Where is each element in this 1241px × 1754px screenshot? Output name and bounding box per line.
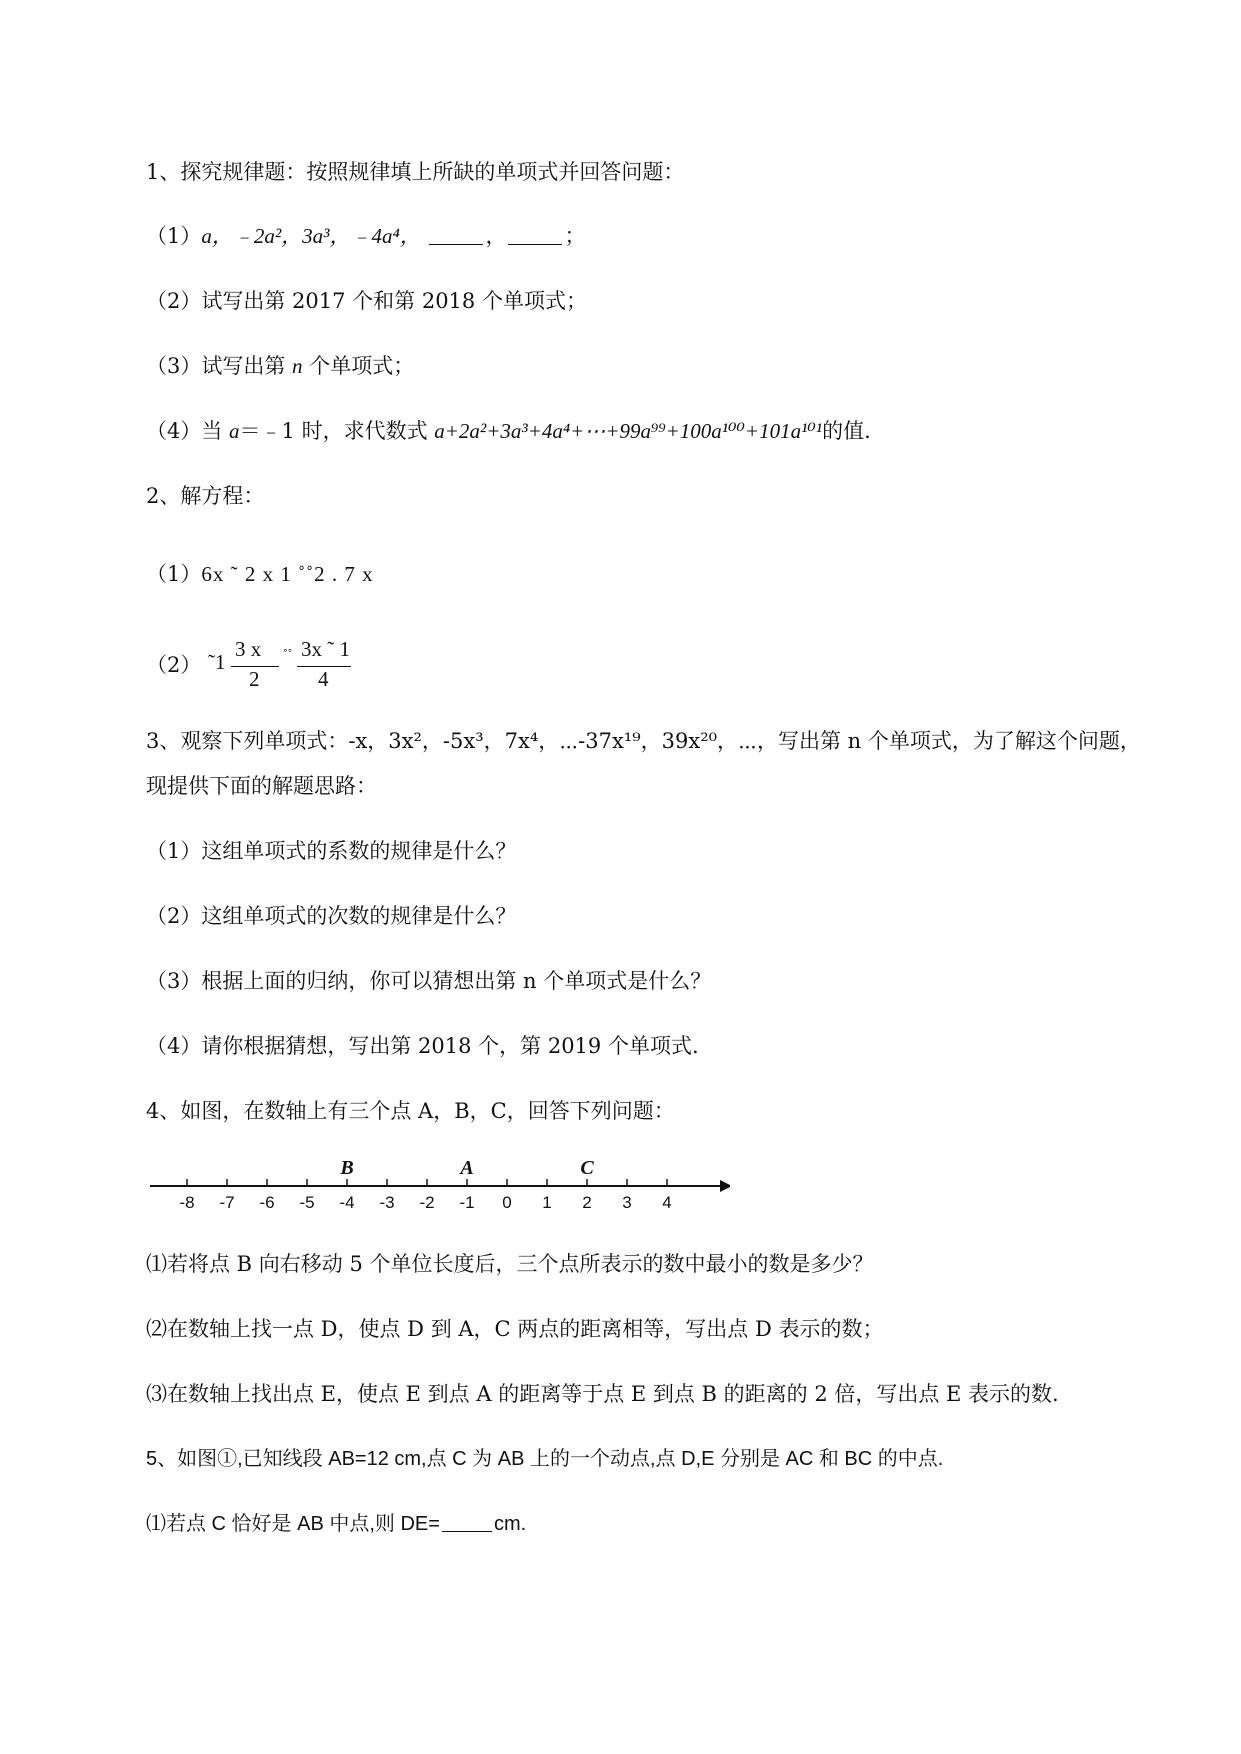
q1-title: 1、探究规律题：按照规律填上所缺的单项式并回答问题： [146, 160, 685, 184]
q1-part4-var: a [229, 419, 240, 443]
q2-part1-expr: 6x ˜ 2 x 1 ˚˚2 . 7 x [201, 562, 374, 586]
number-line-point-a: A [460, 1157, 474, 1179]
number-line-tick-label: 2 [582, 1193, 592, 1212]
q4-part2: ⑵在数轴上找一点 D，使点 D 到 A，C 两点的距离相等，写出点 D 表示的数； [146, 1317, 884, 1341]
number-line-point-b: B [340, 1157, 354, 1179]
number-line-tick-label: -6 [259, 1193, 275, 1212]
number-line-tick-label: -3 [379, 1193, 395, 1212]
number-line-tick-label: 3 [622, 1193, 632, 1212]
q4-title: 4、如图，在数轴上有三个点 A，B，C，回答下列问题： [146, 1099, 675, 1123]
q2-part2-lead: ˜1 [208, 650, 226, 674]
q1-part1: （1）a，﹣2a²，3a³，﹣4a⁴， ， ； [146, 224, 586, 248]
q2-part2-prefix: （2） [146, 653, 202, 677]
q3-line1: 3、观察下列单项式：-x，3x²，-5x³，7x⁴，⋯-37x¹⁹，39x²⁰，⋯，写出第 n 个单项式，为了解这个问题， [146, 729, 1141, 753]
q1-part4-text-a: （4）当 [146, 419, 230, 443]
q1-part1-terms: a，﹣2a²，3a³，﹣4a⁴， [201, 224, 421, 248]
q2-part1-prefix: （1） [146, 562, 202, 586]
q1-blank-2[interactable] [508, 224, 562, 245]
q3-part1: （1）这组单项式的系数的规律是什么？ [146, 839, 517, 863]
q1-part4-text-c: 的值. [822, 419, 871, 443]
q1-part2: （2）试写出第 2017 个和第 2018 个单项式； [146, 289, 587, 313]
number-line-tick-label: -7 [219, 1193, 235, 1212]
q1-part3-n: n [292, 354, 303, 378]
q2-part2 [146, 651, 201, 679]
number-line-tick-label: 4 [662, 1193, 672, 1212]
q5-part1 [146, 1510, 526, 1538]
q4-part3: ⑶在数轴上找出点 E，使点 E 到点 A 的距离等于点 E 到点 B 的距离的 2 倍，写出点 E 表示的数. [146, 1382, 1059, 1406]
q1-blank-1[interactable] [429, 224, 483, 245]
q1-part4 [146, 417, 871, 445]
q1-part3-text-b: 个单项式； [302, 354, 415, 378]
q5-part1-text-b: cm. [493, 1513, 527, 1535]
q4-part1: ⑴若将点 B 向右移动 5 个单位长度后，三个点所表示的数中最小的数是多少？ [146, 1252, 874, 1276]
q2-part1 [146, 560, 374, 588]
q1-part4-text-b: ＝﹣1 时，求代数式 [239, 419, 435, 443]
number-line-tick-label: -1 [459, 1193, 475, 1212]
q1-part3 [146, 352, 414, 380]
number-line-tick-label: -5 [299, 1193, 315, 1212]
q5-part1-text-a: ⑴若点 C 恰好是 AB 中点,则 DE= [146, 1513, 440, 1535]
number-line-tick-label: 0 [502, 1193, 512, 1212]
q1-part4-expr: a+2a²+3a³+4a⁴+⋯+99a⁹⁹+100a¹⁰⁰+101a¹⁰¹ [434, 419, 823, 443]
q1-part3-text-a: （3）试写出第 [146, 354, 293, 378]
q3-line2: 现提供下面的解题思路： [146, 774, 377, 798]
number-line-tick-label: -2 [419, 1193, 435, 1212]
q2-title: 2、解方程： [146, 484, 265, 508]
q3-part4: （4）请你根据猜想，写出第 2018 个，第 2019 个单项式. [146, 1034, 699, 1058]
q2-part2-mid: ˚˚ [283, 648, 293, 663]
number-line [150, 1152, 730, 1222]
q5-blank[interactable] [442, 1511, 492, 1532]
number-line-tick-label: 1 [542, 1193, 552, 1212]
q5-title: 5、如图①,已知线段 AB=12 cm,点 C 为 AB 上的一个动点,点 D,E 分别是 AC 和 BC 的中点. [146, 1448, 944, 1470]
q3-part2: （2）这组单项式的次数的规律是什么？ [146, 904, 517, 928]
q2-frac2-num: 3x ˜ 1 [301, 637, 350, 661]
q2-frac1-den: 2 [249, 667, 260, 691]
number-line-point-c: C [580, 1157, 594, 1179]
q3-part3: （3）根据上面的归纳，你可以猜想出第 n 个单项式是什么？ [146, 969, 712, 993]
number-line-tick-label: -8 [179, 1193, 195, 1212]
q2-frac1-num: 3 x [235, 637, 262, 661]
q2-frac2-den: 4 [318, 667, 329, 691]
number-line-tick-label: -4 [339, 1193, 355, 1212]
number-line-arrow [720, 1180, 730, 1192]
q1-part1-end: ； [564, 224, 586, 248]
q1-part1-prefix: （1） [146, 224, 202, 248]
